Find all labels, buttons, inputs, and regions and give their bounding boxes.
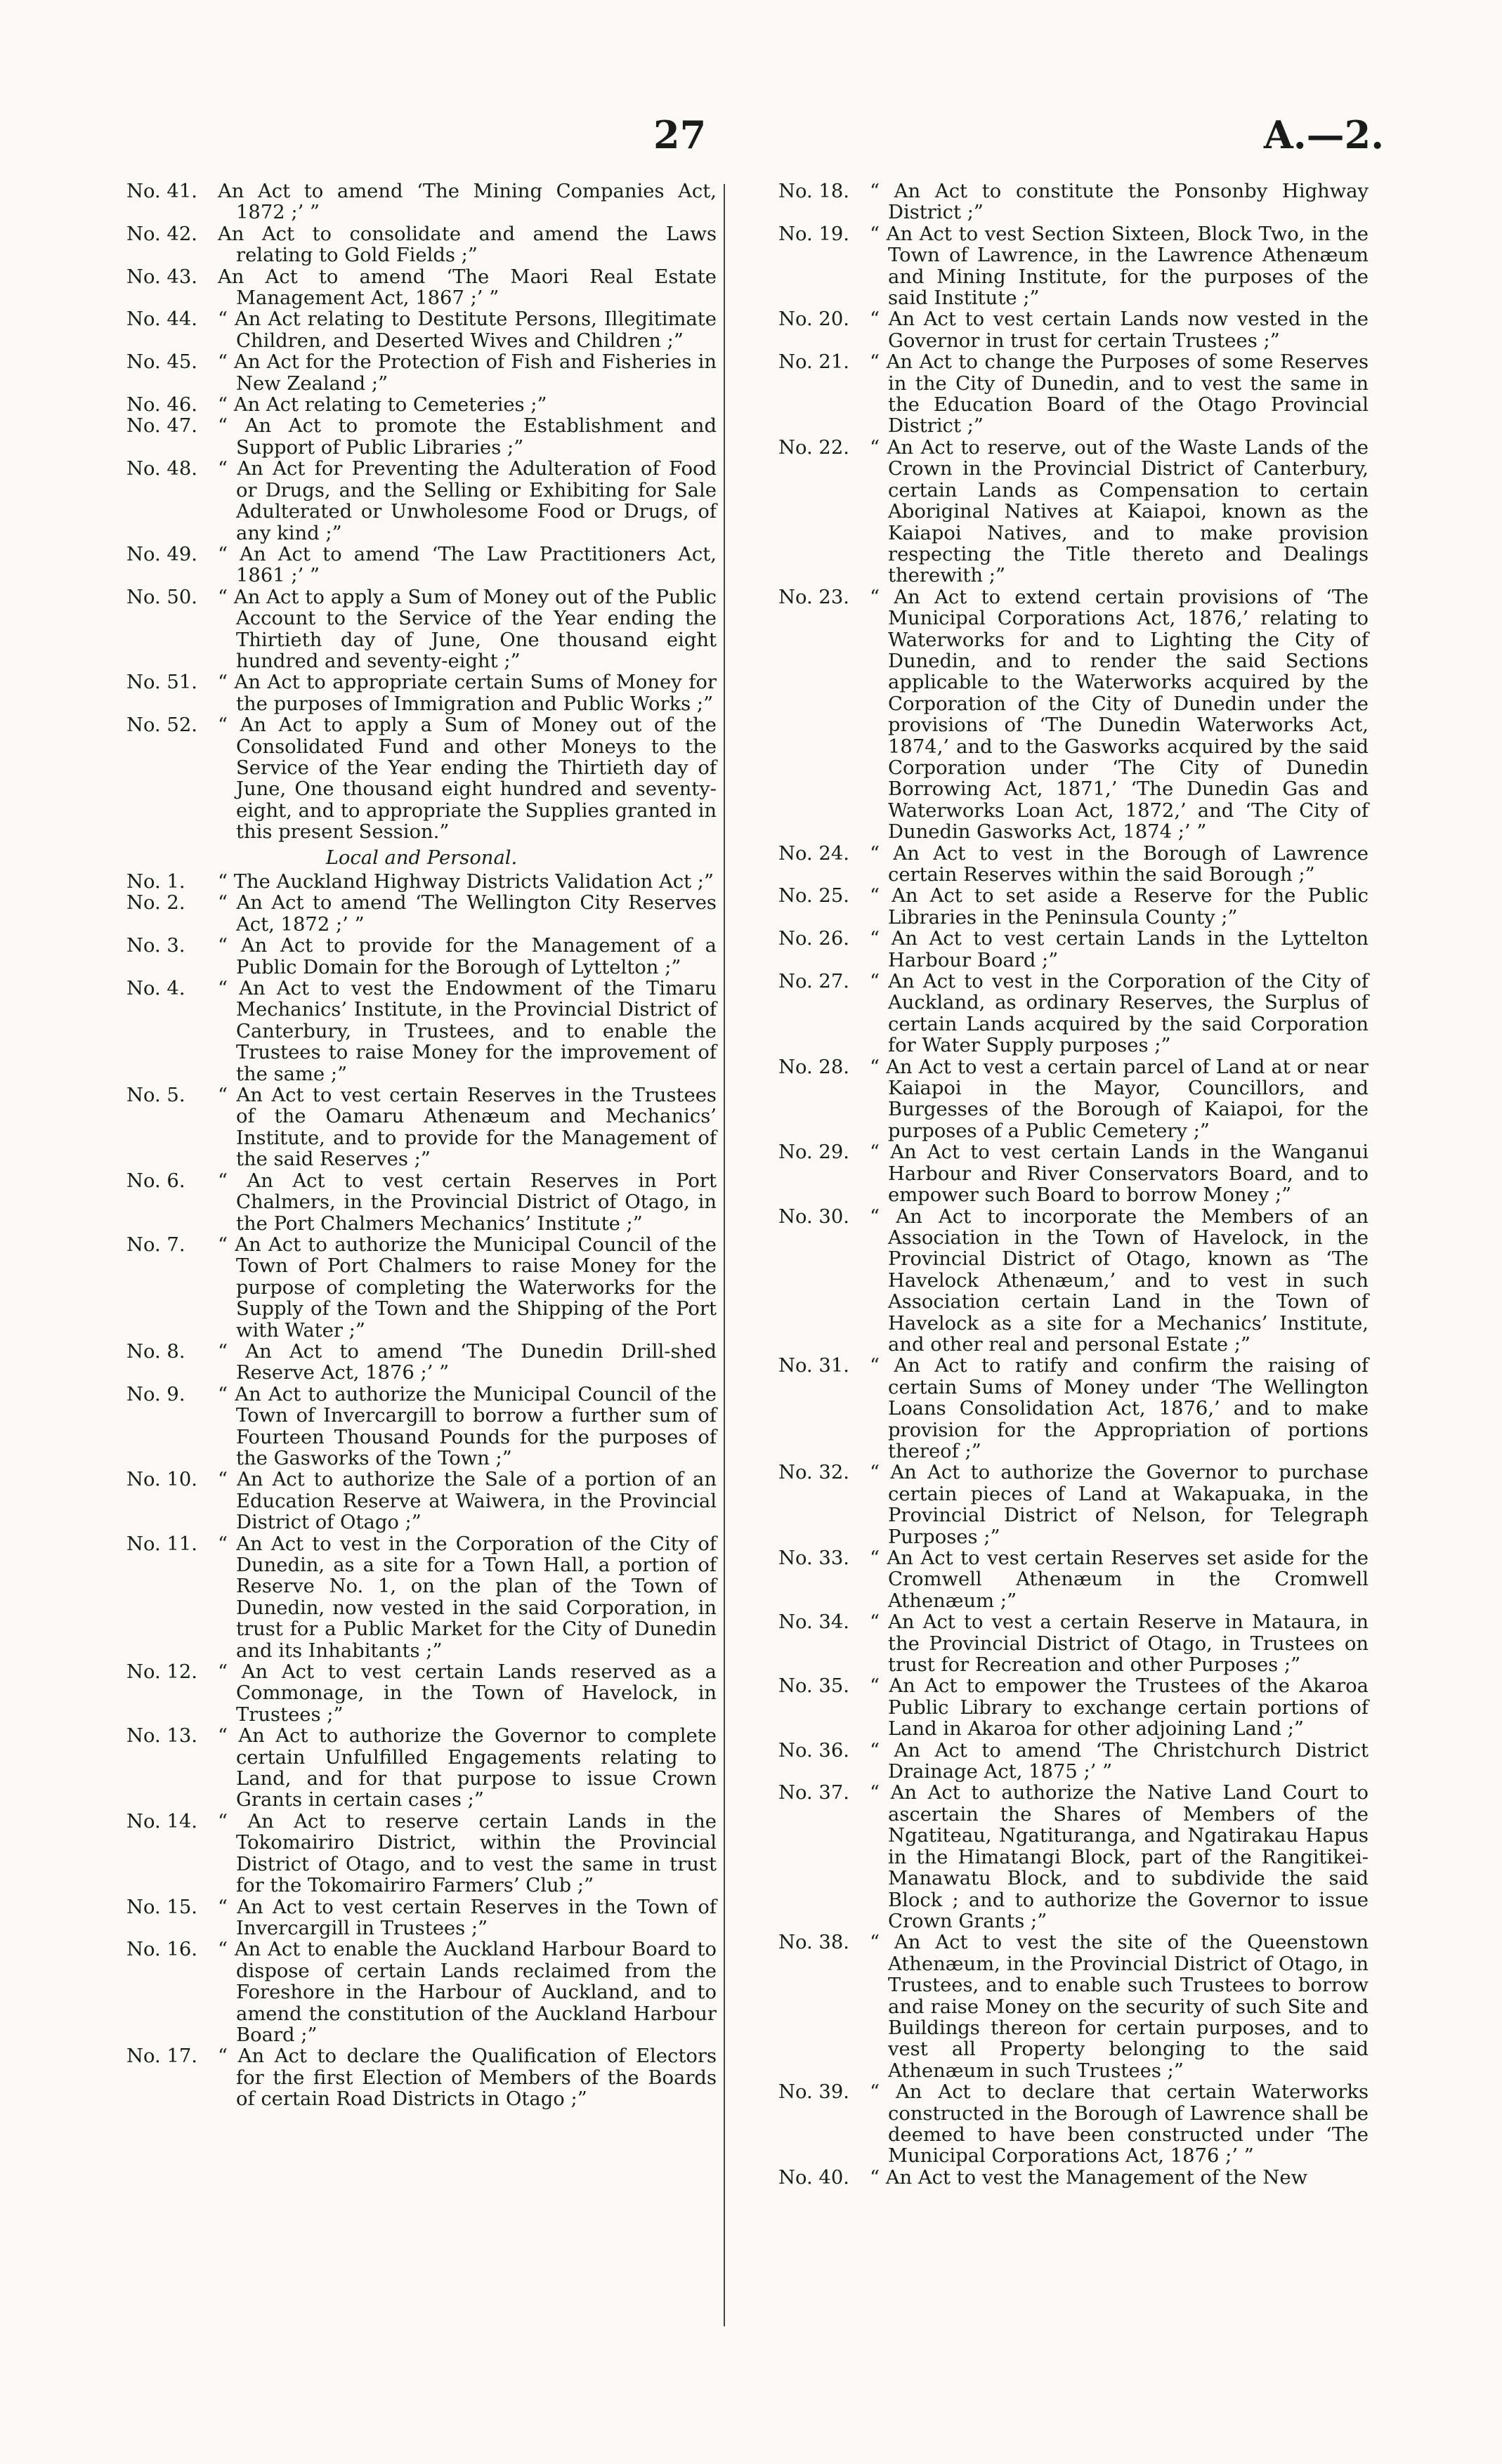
act-title: “ An Act to authorize the Municipal Council of the Town of Port Chalmers to raise Money for the purpose of completing the Waterworks for the Supply of the Town and the Shipping of the Port with Water ;” bbox=[218, 1233, 717, 1342]
act-number: No. 29. bbox=[778, 1141, 849, 1164]
act-title: “ An Act to appropriate certain Sums of Money for the purposes of Immigration and Public Works ;” bbox=[218, 671, 717, 715]
local-personal-acts-list bbox=[126, 872, 717, 2111]
act-title: “ An Act to authorize the Municipal Council of the Town of Invercargill to borrow a further sum of Fourteen Thousand Pounds for the purposes of the Gasworks of the Town ;” bbox=[218, 1383, 717, 1469]
act-entry bbox=[778, 438, 1369, 587]
act-entry bbox=[126, 936, 717, 978]
act-title: “ An Act to amend ‘The Christchurch District Drainage Act, 1875 ;’ ” bbox=[870, 1739, 1369, 1783]
act-entry bbox=[126, 309, 717, 352]
act-title: “ An Act to constitute the Ponsonby Highway District ;” bbox=[870, 181, 1369, 224]
act-entry bbox=[778, 1612, 1369, 1676]
act-entry bbox=[778, 352, 1369, 438]
act-entry bbox=[778, 2082, 1369, 2168]
act-number: No. 12. bbox=[126, 1661, 197, 1684]
act-number: No. 51. bbox=[126, 671, 197, 694]
act-title: “ An Act to vest certain Lands now vested in the Governor in trust for certain Trustees ;” bbox=[870, 308, 1369, 352]
act-title: “ An Act to authorize the Native Land Court to ascertain the Shares of Members of the Ngatiteau, Ngatituranga, and Ngatirakau Hapus in the Himatangi Block, part of the Rangitikei-Manawatu Block, and to subdivide the said Block ; and to authorize the Governor to issue Crown Grants ;” bbox=[870, 1782, 1369, 1932]
act-title: “ An Act to extend certain provisions of ‘The Municipal Corporations Act, 1876,’ relating to Waterworks for and to Lighting the City of Dunedin, and to render the said Sections applicable to the Waterworks acquired by the Corporation of the City of Dunedin under the provisions of ‘The Dunedin Waterworks Act, 1874,’ and to the Gasworks acquired by the said Corporation under ‘The City of Dunedin Borrowing Act, 1871,’ ‘The Dunedin Gas and Waterworks Loan Act, 1872,’ and ‘The City of Dunedin Gasworks Act, 1874 ;’ ” bbox=[870, 586, 1369, 844]
act-title: “ An Act to reserve, out of the Waste Lands of the Crown in the Provincial District of Canterbury, certain Lands as Compensation to certain Aboriginal Natives at Kaiapoi, known as the Kaiapoi Natives, and to make provision respecting the Title thereto and Dealings therewith ;” bbox=[870, 436, 1369, 587]
act-title: “ An Act to declare that certain Waterworks constructed in the Borough of Lawrence shall be deemed to have been constructed under ‘The Municipal Corporations Act, 1876 ;’ ” bbox=[870, 2081, 1369, 2168]
act-title: “ An Act relating to Destitute Persons, Illegitimate Children, and Deserted Wives and Children ;” bbox=[218, 308, 717, 352]
section-heading: Local and Personal. bbox=[325, 846, 518, 869]
act-number: No. 25. bbox=[778, 885, 849, 907]
act-entry bbox=[778, 587, 1369, 844]
act-number: No. 3. bbox=[126, 935, 185, 957]
act-title: An Act to consolidate and amend the Laws relating to Gold Fields ;” bbox=[218, 223, 717, 267]
act-number: No. 11. bbox=[126, 1533, 197, 1555]
act-entry bbox=[126, 1939, 717, 2046]
act-entry bbox=[778, 181, 1369, 224]
act-number: No. 32. bbox=[778, 1462, 849, 1484]
act-entry bbox=[126, 1384, 717, 1470]
act-title: “ An Act to vest Section Sixteen, Block Two, in the Town of Lawrence, in the Lawrence Athenæum and Mining Institute, for the purposes of the said Institute ;” bbox=[870, 223, 1369, 310]
right-column bbox=[778, 181, 1369, 2189]
act-entry bbox=[126, 1534, 717, 1662]
act-entry bbox=[126, 1811, 717, 1897]
act-title: “ An Act to vest a certain parcel of Land at or near Kaiapoi in the Mayor, Councillors, and Burgesses of the Borough of Kaiapoi, for the purposes of a Public Cemetery ;” bbox=[870, 1056, 1369, 1142]
act-title: “ An Act to vest the site of the Queenstown Athenæum, in the Provincial District of Otago, in Trustees, and to enable such Trustees to borrow and raise Money on the security of such Site and Buildings thereon for certain purposes, and to vest all Property belonging to the said Athenæum in such Trustees ;” bbox=[870, 1932, 1369, 2082]
act-entry bbox=[778, 886, 1369, 929]
act-number: No. 2. bbox=[126, 892, 185, 915]
act-entry bbox=[126, 1171, 717, 1235]
act-entry bbox=[126, 395, 717, 416]
act-title: “ An Act to incorporate the Members of an Association in the Town of Havelock, in the Provincial District of Otago, known as ‘The Havelock Athenæum,’ and to vest in such Association certain Land in the Town of Havelock as a site for a Mechanics’ Institute, and other real and personal Estate ;” bbox=[870, 1205, 1369, 1356]
act-title: “ An Act to reserve certain Lands in the Tokomairiro District, within the Provincial District of Otago, and to vest the same in trust for the Tokomairiro Farmers’ Club ;” bbox=[218, 1810, 717, 1897]
act-number: No. 23. bbox=[778, 586, 849, 608]
act-entry bbox=[126, 2046, 717, 2110]
act-number: No. 33. bbox=[778, 1547, 849, 1569]
act-title: “ An Act to set aside a Reserve for the Public Libraries in the Peninsula County ;” bbox=[870, 885, 1369, 929]
act-number: No. 50. bbox=[126, 586, 197, 608]
column-divider bbox=[724, 184, 725, 2326]
left-column bbox=[126, 181, 717, 2111]
act-title: “ An Act to vest certain Lands in the Wanganui Harbour and River Conservators Board, and to empower such Board to borrow Money ;” bbox=[870, 1141, 1369, 1207]
act-title: “ An Act to vest in the Corporation of the City of Dunedin, as a site for a Town Hall, a portion of Reserve No. 1, on the plan of the Town of Dunedin, now vested in the said Corporation, in trust for a Public Market for the City of Dunedin and its Inhabitants ;” bbox=[218, 1533, 717, 1662]
page-header bbox=[0, 105, 1502, 162]
act-entry bbox=[778, 1057, 1369, 1143]
act-number: No. 19. bbox=[778, 223, 849, 245]
act-number: No. 43. bbox=[126, 266, 197, 288]
act-title: “ An Act for the Protection of Fish and Fisheries in New Zealand ;” bbox=[218, 351, 717, 395]
act-title: “ An Act to promote the Establishment and Support of Public Libraries ;” bbox=[218, 415, 717, 459]
act-title: “ An Act to ratify and confirm the raising of certain Sums of Money under ‘The Wellington Loans Consolidation Act, 1876,’ and to make provision for the Appropriation of portions thereof ;” bbox=[870, 1355, 1369, 1462]
act-entry bbox=[126, 1726, 717, 1811]
act-number: No. 39. bbox=[778, 2081, 849, 2104]
document-code: A.—2. bbox=[1263, 112, 1384, 157]
act-entry bbox=[126, 1662, 717, 1726]
act-title: “ An Act to amend ‘The Dunedin Drill-shed Reserve Act, 1876 ;’ ” bbox=[218, 1340, 717, 1384]
act-entry bbox=[126, 267, 717, 310]
act-number: No. 30. bbox=[778, 1205, 849, 1228]
act-entry bbox=[778, 224, 1369, 310]
act-title: “ An Act relating to Cemeteries ;” bbox=[218, 394, 547, 417]
act-number: No. 42. bbox=[126, 223, 197, 245]
act-number: No. 22. bbox=[778, 436, 849, 459]
act-title: “ An Act to vest certain Lands reserved as a Commonage, in the Town of Havelock, in Trustees ;” bbox=[218, 1661, 717, 1726]
act-number: No. 36. bbox=[778, 1739, 849, 1762]
act-title: “ An Act to apply a Sum of Money out of the Consolidated Fund and other Moneys to the Service of the Year ending the Thirtieth day of June, One thousand eight hundred and seventy-eight, and to appropriate the Supplies granted in this present Session.” bbox=[218, 714, 717, 844]
act-entry bbox=[778, 2168, 1369, 2189]
act-entry bbox=[126, 416, 717, 459]
act-title: “ An Act to enable the Auckland Harbour Board to dispose of certain Lands reclaimed from the Foreshore in the Harbour of Auckland, and to amend the constitution of the Auckland Harbour Board ;” bbox=[218, 1939, 717, 2046]
act-entry bbox=[126, 1469, 717, 1533]
act-number: No. 10. bbox=[126, 1469, 197, 1491]
act-number: No. 31. bbox=[778, 1355, 849, 1377]
act-number: No. 27. bbox=[778, 971, 849, 993]
act-entry bbox=[126, 872, 717, 893]
act-entry bbox=[126, 1235, 717, 1342]
act-number: No. 47. bbox=[126, 415, 197, 438]
act-number: No. 49. bbox=[126, 543, 197, 565]
act-number: No. 1. bbox=[126, 871, 185, 893]
act-entry bbox=[126, 715, 717, 843]
act-number: No. 13. bbox=[126, 1725, 197, 1748]
act-number: No. 4. bbox=[126, 978, 185, 1000]
act-entry bbox=[126, 224, 717, 267]
act-title: “ An Act to vest certain Reserves set aside for the Cromwell Athenæum in the Cromwell Athenæum ;” bbox=[870, 1547, 1369, 1612]
act-title: “ An Act to declare the Qualification of Electors for the first Election of Members of the Boards of certain Road Districts in Otago ;” bbox=[218, 2045, 717, 2111]
act-title: “ An Act to empower the Trustees of the Akaroa Public Library to exchange certain portions of Land in Akaroa for other adjoining Land ;” bbox=[870, 1675, 1369, 1741]
act-entry bbox=[778, 1142, 1369, 1206]
act-number: No. 48. bbox=[126, 458, 197, 480]
act-title: “ An Act to vest a certain Reserve in Mataura, in the Provincial District of Otago, in Trustees on trust for Recreation and other Purposes ;” bbox=[870, 1611, 1369, 1677]
act-entry bbox=[778, 1783, 1369, 1932]
act-number: No. 8. bbox=[126, 1340, 185, 1363]
act-entry bbox=[126, 459, 717, 544]
local-personal-acts-list-continued bbox=[778, 181, 1369, 2189]
act-title: “ An Act to vest the Endowment of the Timaru Mechanics’ Institute, in the Provincial District of Canterbury, in Trustees, and to enable the Trustees to raise Money for the improvement of the same ;” bbox=[218, 978, 717, 1085]
act-number: No. 16. bbox=[126, 1939, 197, 1961]
act-entry bbox=[778, 844, 1369, 886]
act-number: No. 37. bbox=[778, 1782, 849, 1804]
act-entry bbox=[126, 978, 717, 1085]
act-title: “ An Act to vest in the Borough of Lawrence certain Reserves within the said Borough ;” bbox=[870, 842, 1369, 886]
act-entry bbox=[778, 1462, 1369, 1548]
act-entry bbox=[778, 971, 1369, 1057]
act-number: No. 41. bbox=[126, 181, 197, 202]
act-number: No. 7. bbox=[126, 1233, 185, 1256]
act-number: No. 46. bbox=[126, 394, 197, 417]
act-entry bbox=[126, 352, 717, 395]
act-entry bbox=[126, 181, 717, 224]
act-number: No. 20. bbox=[778, 308, 849, 331]
act-entry bbox=[126, 1085, 717, 1171]
act-number: No. 40. bbox=[778, 2166, 849, 2189]
act-number: No. 38. bbox=[778, 1932, 849, 1954]
act-number: No. 52. bbox=[126, 714, 197, 737]
act-entry bbox=[126, 672, 717, 715]
act-title: “ An Act to change the Purposes of some Reserves in the City of Dunedin, and to vest the same in the Education Board of the Otago Provincial District ;” bbox=[870, 351, 1369, 438]
act-title: “ An Act to provide for the Management of a Public Domain for the Borough of Lyttelton ;” bbox=[218, 935, 717, 978]
act-title: “ An Act for Preventing the Adulteration of Food or Drugs, and the Selling or Exhibiting for Sale Adulterated or Unwholesome Food or Drugs, of any kind ;” bbox=[218, 458, 717, 544]
act-entry bbox=[126, 587, 717, 673]
act-number: No. 18. bbox=[778, 181, 849, 202]
act-number: No. 44. bbox=[126, 308, 197, 331]
act-number: No. 28. bbox=[778, 1056, 849, 1078]
act-title: “ An Act to vest certain Lands in the Lyttelton Harbour Board ;” bbox=[870, 928, 1369, 971]
act-entry bbox=[778, 1356, 1369, 1462]
act-number: No. 26. bbox=[778, 928, 849, 950]
act-number: No. 9. bbox=[126, 1383, 185, 1405]
general-acts-list bbox=[126, 181, 717, 844]
act-entry bbox=[778, 1932, 1369, 2082]
act-number: No. 24. bbox=[778, 842, 849, 865]
act-number: No. 21. bbox=[778, 351, 849, 374]
act-title: An Act to amend ‘The Maori Real Estate Management Act, 1867 ;’ ” bbox=[218, 266, 717, 310]
act-entry bbox=[778, 929, 1369, 971]
act-title: “ An Act to authorize the Governor to purchase certain pieces of Land at Wakapuaka, in the Provincial District of Nelson, for Telegraph Purposes ;” bbox=[870, 1462, 1369, 1548]
act-title: “ An Act to apply a Sum of Money out of the Public Account to the Service of the Year ending the Thirtieth day of June, One thousand eight hundred and seventy-eight ;” bbox=[218, 586, 717, 672]
act-title: “ An Act to vest certain Reserves in the Town of Invercargill in Trustees ;” bbox=[218, 1896, 717, 1939]
act-number: No. 6. bbox=[126, 1169, 185, 1192]
act-entry bbox=[778, 1548, 1369, 1612]
page-number: 27 bbox=[653, 112, 707, 157]
act-title: “ An Act to amend ‘The Law Practitioners Act, 1861 ;’ ” bbox=[218, 543, 717, 587]
act-title: “ An Act to authorize the Governor to complete certain Unfulfilled Engagements relating to Land, and for that purpose to issue Crown Grants in certain cases ;” bbox=[218, 1725, 717, 1811]
act-entry bbox=[126, 544, 717, 587]
act-entry bbox=[126, 1342, 717, 1384]
act-number: No. 34. bbox=[778, 1611, 849, 1634]
act-number: No. 45. bbox=[126, 351, 197, 374]
act-title: “ An Act to authorize the Sale of a portion of an Education Reserve at Waiwera, in the Provincial District of Otago ;” bbox=[218, 1469, 717, 1534]
act-title: An Act to amend ‘The Mining Companies Act, 1872 ;’ ” bbox=[218, 181, 717, 224]
act-number: No. 15. bbox=[126, 1896, 197, 1918]
act-number: No. 5. bbox=[126, 1084, 185, 1107]
act-number: No. 17. bbox=[126, 2045, 197, 2068]
act-title: “ An Act to vest the Management of the New bbox=[870, 2166, 1308, 2189]
act-title: “ An Act to amend ‘The Wellington City Reserves Act, 1872 ;’ ” bbox=[218, 892, 717, 936]
act-entry bbox=[778, 1207, 1369, 1356]
act-entry bbox=[126, 893, 717, 936]
act-title: “ An Act to vest certain Reserves in the Trustees of the Oamaru Athenæum and Mechanics’ Institute, and to provide for the Management of the said Reserves ;” bbox=[218, 1084, 717, 1171]
act-title: “ The Auckland Highway Districts Validation Act ;” bbox=[218, 871, 714, 893]
act-title: “ An Act to vest certain Reserves in Port Chalmers, in the Provincial District of Otago, in the Port Chalmers Mechanics’ Institute ;” bbox=[218, 1169, 717, 1235]
act-entry bbox=[126, 1897, 717, 1940]
act-entry bbox=[778, 1741, 1369, 1783]
act-title: “ An Act to vest in the Corporation of the City of Auckland, as ordinary Reserves, the Surplus of certain Lands acquired by the said Corporation for Water Supply purposes ;” bbox=[870, 971, 1369, 1057]
act-number: No. 14. bbox=[126, 1810, 197, 1833]
act-number: No. 35. bbox=[778, 1675, 849, 1698]
act-entry bbox=[778, 1676, 1369, 1740]
act-entry bbox=[778, 309, 1369, 352]
